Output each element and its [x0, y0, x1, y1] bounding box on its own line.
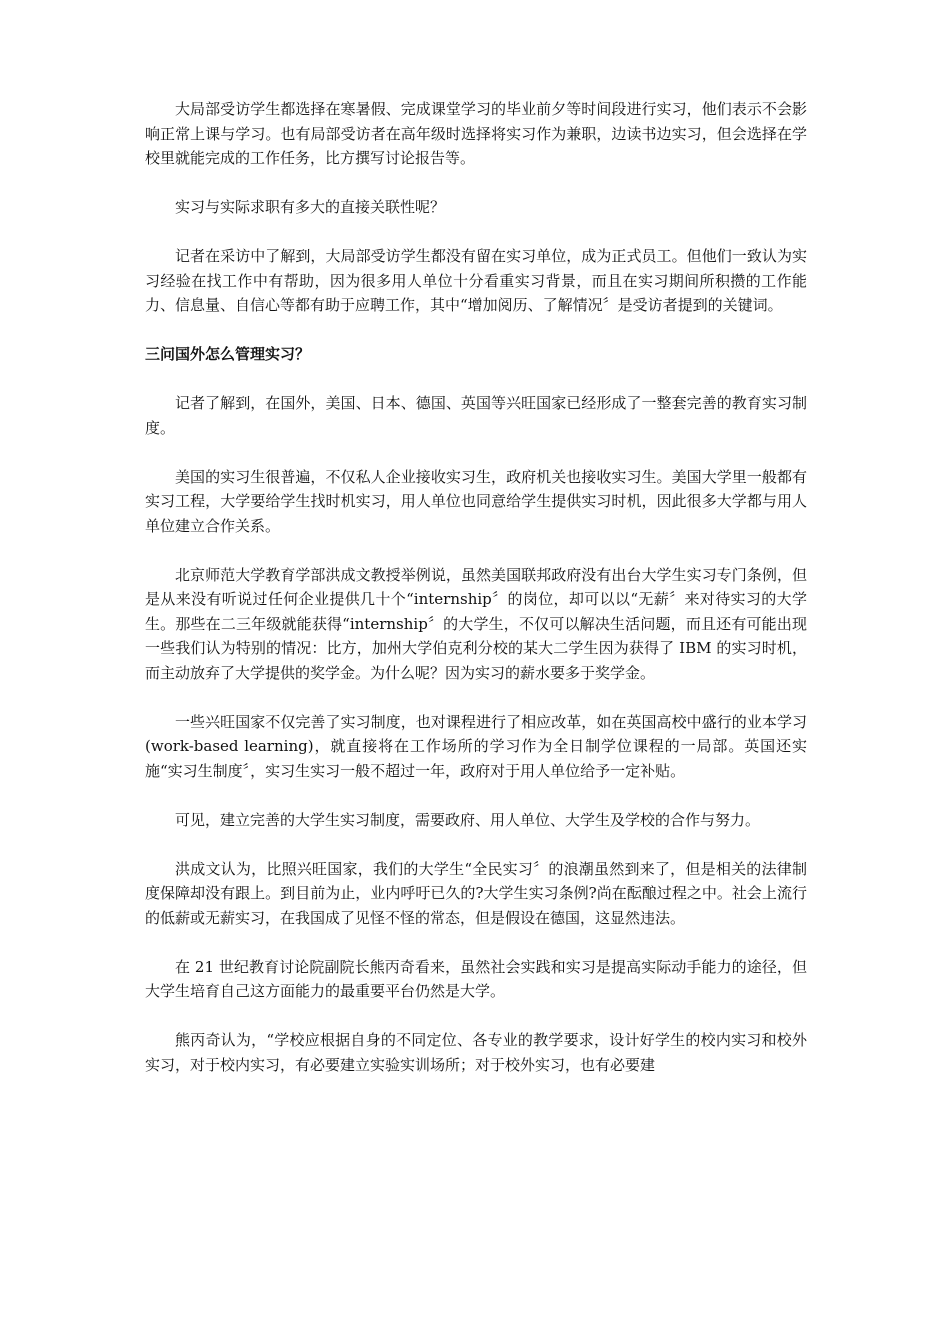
- paragraph: 可见，建立完善的大学生实习制度，需要政府、用人单位、大学生及学校的合作与努力。: [175, 810, 761, 829]
- paragraph: 北京师范大学教育学部洪成文教授举例说，虽然美国联邦政府没有出台大学生实习专门条例，但是从来没有听说过任何企业提供几十个“internship〞的岗位，却可以以“无薪〞来对待实习的大学生。那些在二三年级就能获得“internship〞的大学生，不仅可以解决生活问题，而且还有可能出现一些我们认为特别的情况：比方，加州大学伯克利分校的某大二学生因为获得了 IBM 的实习时机，而主动放弃了大学提供的奖学金。为什么呢？因为实习的薪水要多于奖学金。: [145, 565, 807, 682]
- paragraph: 记者在采访中了解到，大局部受访学生都没有留在实习单位，成为正式员工。但他们一致认为实习经验在找工作中有帮助，因为很多用人单位十分看重实习背景，而且在实习期间所积攒的工作能力、信息量、自信心等都有助于应聘工作，其中“增加阅历、了解情况〞是受访者提到的关键词。: [145, 247, 807, 314]
- paragraph: 一些兴旺国家不仅完善了实习制度，也对课程进行了相应改革，如在英国高校中盛行的业本学习(work-based learning)，就直接将在工作场所的学习作为全日制学位课程的一局部。英国还实施“实习生制度〞，实习生实习一般不超过一年，政府对于用人单位给予一定补贴。: [145, 712, 807, 780]
- paragraph: 美国的实习生很普遍，不仅私人企业接收实习生，政府机关也接收实习生。美国大学里一般都有实习工程，大学要给学生找时机实习，用人单位也同意给学生提供实习时机，因此很多大学都与用人单位建立合作关系。: [145, 467, 807, 535]
- paragraph: 洪成文认为，比照兴旺国家，我们的大学生“全民实习〞的浪潮虽然到来了，但是相关的法律制度保障却没有跟上。到目前为止，业内呼吁已久的?大学生实习条例?尚在酝酿过程之中。社会上流行的低薪或无薪实习，在我国成了见怪不怪的常态，但是假设在德国，这显然违法。: [145, 859, 807, 927]
- document-body: [145, 97, 807, 1102]
- paragraph: 实习与实际求职有多大的直接关联性呢？: [175, 198, 446, 216]
- paragraph: 记者了解到，在国外，美国、日本、德国、英国等兴旺国家已经形成了一整套完善的教育实习制度。: [145, 394, 807, 437]
- section-heading: 三问国外怎么管理实习？: [145, 345, 311, 363]
- paragraph: 熊丙奇认为，“学校应根据自身的不同定位、各专业的教学要求，设计好学生的校内实习和校外实习，对于校内实习，有必要建立实验实训场所；对于校外实习，也有必要建: [145, 1031, 807, 1074]
- paragraph: 大局部受访学生都选择在寒暑假、完成课堂学习的毕业前夕等时间段进行实习，他们表示不会影响正常上课与学习。也有局部受访者在高年级时选择将实习作为兼职，边读书边实习，但会选择在学校里就能完成的工作任务，比方撰写讨论报告等。: [145, 100, 807, 167]
- paragraph: 在 21 世纪教育讨论院副院长熊丙奇看来，虽然社会实践和实习是提高实际动手能力的途径，但大学生培育自己这方面能力的最重要平台仍然是大学。: [145, 957, 807, 1000]
